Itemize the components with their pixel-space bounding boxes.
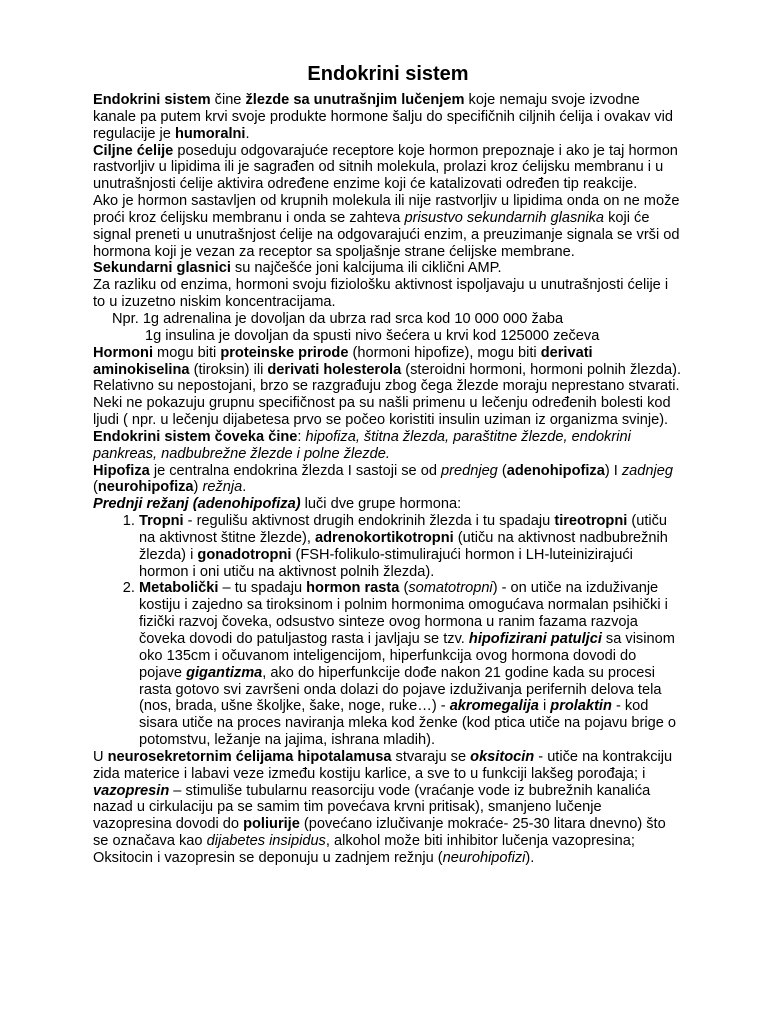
paragraph: [93, 749, 683, 850]
list-item: [139, 513, 683, 580]
text-run: ) - on utiče na izduživanje kostiju i zajedno sa tiroksinom i polnim hormonima omogućava normalan psihički i fizički razvoj čoveka, odsustvo sinteze ovog hormona u ranim fazama razvoja čoveka dovodi do patuljastog rasta i javljaju se tzv.: [139, 580, 668, 647]
text-run: mogu biti: [153, 344, 221, 361]
text-run: Endokrini sistem: [93, 92, 211, 108]
text-run: neurohipofizi: [442, 849, 526, 866]
text-run: poliurije: [243, 816, 300, 833]
text-run: adenohipofiza: [506, 462, 605, 479]
text-run: (: [93, 479, 98, 496]
text-run: prisustvo sekundarnih glasnika: [404, 209, 605, 226]
text-run: (povećano izlučivanje mokraće- 25-30 litara dnevno) što se označava kao: [93, 816, 666, 850]
list-item: [139, 580, 683, 748]
text-run: – stimuliše tubularnu reasorciju vode (vraćanje vode iz bubrežnih kanalića nazad u cirkulaciju pa se samim tim povećava krvni pritisak), smanjeno lučenje vazopresina dovodi do: [93, 782, 651, 833]
paragraph: [93, 260, 683, 277]
text-run: režnja: [202, 479, 243, 496]
text-run: U: [93, 748, 108, 765]
text-run: (FSH-folikulo-stimulirajući hormon i LH-luteinizirajući hormon i oni utiču na aktivnost polnih žlezda).: [139, 546, 633, 580]
text-run: i: [538, 698, 551, 715]
text-run: žlezde sa unutrašnjim lučenjem: [245, 92, 465, 108]
text-run: Prednji režanj (adenohipofiza): [93, 496, 301, 513]
text-run: (: [399, 580, 409, 597]
document-body: [93, 62, 683, 867]
example-line: Npr. 1g adrenalina je dovoljan da ubrza rad srca kod 10 000 000 žaba: [112, 310, 564, 327]
paragraph: [93, 345, 683, 429]
text-run: Ako je hormon sastavljen od krupnih molekula ili nije rastvorljiv u lipidima onda on ne može proći kroz ćelijsku membranu i onda se zahteva: [93, 193, 680, 226]
paragraph: [93, 277, 683, 311]
text-run: oksitocin: [470, 748, 535, 765]
text-run: Oksitocin i vazopresin se deponuju u zadnjem režnju (: [93, 849, 443, 866]
paragraph: [93, 143, 683, 194]
text-run: - regulišu aktivnost drugih endokrinih žlezda i tu spadaju: [183, 513, 555, 530]
text-run: – tu spadaju: [218, 580, 307, 597]
text-run: (utiču na aktivnost štitne žlezde),: [139, 513, 668, 546]
text-run: dijabetes insipidus: [206, 833, 326, 850]
hypothalamus-section: [93, 749, 683, 867]
text-run: Tropni: [139, 513, 184, 530]
text-run: humoralni: [174, 125, 246, 142]
text-run: prolaktin: [550, 698, 612, 715]
text-run: (: [497, 462, 507, 479]
text-run: čine: [210, 92, 246, 108]
text-run: zadnjeg: [621, 462, 673, 479]
paragraph: [93, 850, 683, 867]
text-run: stvaraju se: [391, 748, 471, 765]
text-run: adrenokortikotropni: [315, 529, 454, 546]
text-run: koje nemaju svoje izvodne kanale pa putem krvi svoje produkte hormone šalju do specifičnih ciljnih ćelija i ovakav vid regulacije je: [93, 92, 673, 142]
text-run: proteinske prirode: [220, 344, 349, 361]
text-run: luči dve grupe hormona:: [300, 496, 462, 513]
text-run: tireotropni: [554, 513, 628, 530]
paragraph: [93, 463, 683, 497]
text-run: (hormoni hipofize), mogu biti: [348, 344, 541, 361]
text-run: ): [193, 479, 203, 496]
text-run: , alkohol može biti inhibitor lučenja vazopresina;: [325, 833, 635, 850]
text-run: prednjeg: [441, 462, 498, 479]
text-run: Hormoni: [93, 344, 153, 361]
text-run: - utiče na kontrakciju zida materice i labavi veze između kostiju karlice, a sve to u funkciji lakšeg porođaja; i: [93, 748, 673, 782]
text-run: Metabolički: [139, 580, 219, 597]
text-run: neurohipofiza: [97, 479, 194, 496]
text-run: akromegalija: [449, 698, 539, 715]
text-run: koji će signal preneti u unutrašnjost ćelije na odgovarajući enzim, a preuzimanje signala se vrši od hormona koji je vezan za receptor sa spoljašnje strane ćelijske membrane.: [93, 209, 680, 260]
intro-section: [93, 92, 683, 311]
text-run: gigantizma: [186, 664, 263, 681]
example-line: 1g insulina je dovoljan da spusti nivo šećera u krvi kod 125000 zečeva: [145, 327, 600, 344]
hormones-section: [93, 345, 683, 513]
text-run: ) I: [604, 462, 622, 479]
text-run: derivati aminokiselina: [93, 344, 593, 378]
text-run: somatotropni: [408, 580, 493, 597]
text-run: (utiču na aktivnost nadbubrežnih žlezda) i: [139, 529, 668, 563]
text-run: sa visinom oko 135cm i očuvanom inteligencijom, hiperfunkcija ovog hormona dovodi do pojave: [139, 631, 675, 681]
text-run: gonadotropni: [197, 546, 292, 563]
text-run: , ako do hiperfunkcije dođe nakon 21 godine kada su procesi rasta gotovo svi završeni onda dolazi do pojave izduživanja perifernih delova tela (nos, brada, ušne školjke, šake, noge, ruke…) -: [139, 664, 662, 715]
text-run: hormon rasta: [306, 580, 400, 597]
text-run: vazopresin: [93, 782, 170, 799]
text-run: Ciljne ćelije: [93, 142, 174, 159]
text-run: neurosekretornim ćelijama hipotalamusa: [107, 748, 392, 765]
text-run: :: [297, 428, 306, 445]
text-run: Hipofiza: [93, 462, 150, 479]
text-run: .: [242, 479, 247, 496]
text-run: Za razliku od enzima, hormoni svoju fiziološku aktivnost ispoljavaju u unutrašnjosti ćelije i to u izuzetno niskim koncentracijama.: [93, 277, 669, 311]
paragraph: [93, 92, 683, 143]
text-run: .: [245, 125, 250, 142]
text-run: (tiroksin) ili: [189, 361, 268, 378]
text-run: hipofizirani patuljci: [468, 631, 602, 647]
text-run: Sekundarni glasnici: [93, 260, 231, 277]
page-title: Endokrini sistem: [307, 63, 469, 85]
text-run: (steroidni hormoni, hormoni polnih žlezda). Relativno su nepostojani, brzo se razgrađuju zbog čega žlezde moraju neprestano stvarati. Neki ne pokazuju grupnu specifičnost pa su našli primenu u lečenju određenih bolesti kod ljudi ( npr. u lečenju dijabetesa prvo se počeo koristiti insulin uziman iz organizma svinje).: [93, 361, 682, 429]
hormone-group-list: [93, 513, 683, 749]
text-run: poseduju odgovarajuće receptore koje hormon prepoznaje i ako je taj hormon rastvorljiv u lipidima ili je sagrađen od sitnih molekula, prolazi kroz ćelijsku membranu i u unutrašnjosti ćelije aktivira određene enzime koji će katalizovati određen tip reakcije.: [93, 142, 678, 193]
text-run: Endokrini sistem čoveka čine: [93, 428, 298, 445]
text-run: su najčešće joni kalcijuma ili ciklični AMP.: [230, 260, 502, 277]
text-run: hipofiza, štitna žlezda, paraštitne žlezde, endokrini pankreas, nadbubrežne žlezde i polne žlezde.: [93, 428, 631, 462]
paragraph: [93, 429, 683, 463]
text-run: derivati holesterola: [267, 361, 402, 378]
text-run: je centralna endokrina žlezda I sastoji se od: [149, 462, 441, 479]
paragraph: [93, 496, 683, 513]
text-run: - kod sisara utiče na proces naviranja mleka kod ženke (kod ptica utiče na pojavu brige o potomstvu, ležanje na jajima, ishrana mladih).: [139, 698, 677, 749]
paragraph: [93, 193, 683, 260]
text-run: ).: [525, 849, 535, 866]
